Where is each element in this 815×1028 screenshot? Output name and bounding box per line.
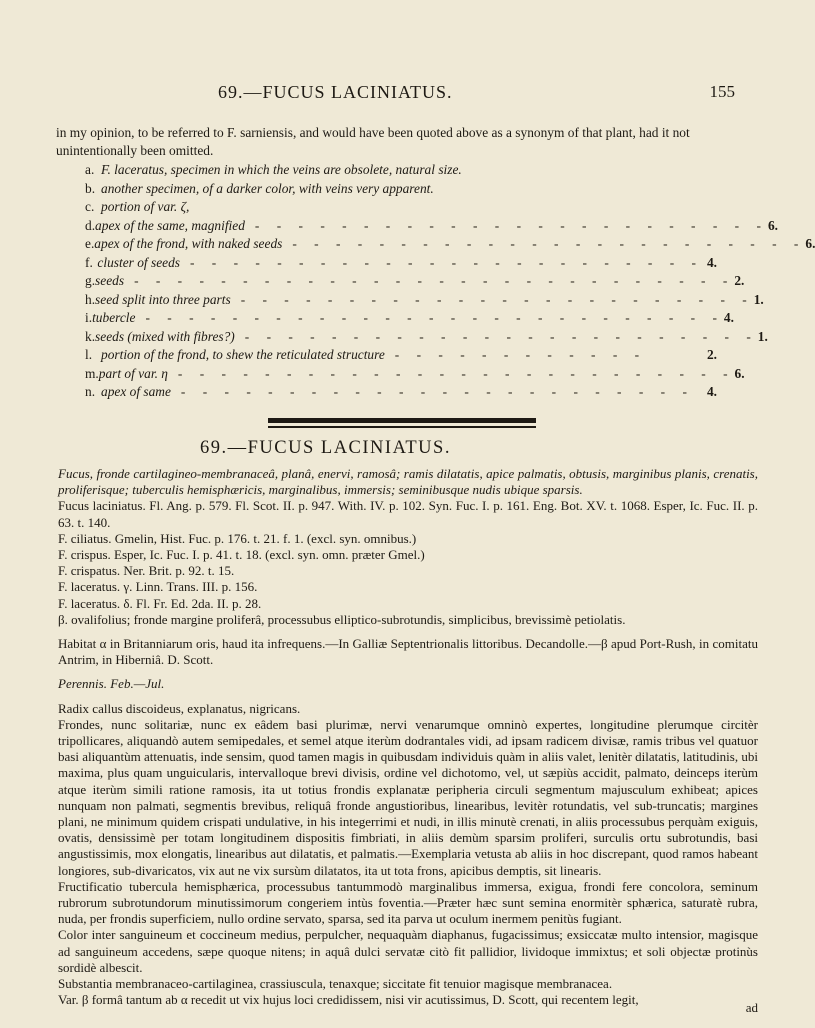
double-rule-thin xyxy=(268,426,536,428)
plate-row: c. portion of var. ζ, xyxy=(85,199,190,214)
plate-row: h. seed split into three parts - - - - - - - - - - - - - - - - - - - - - - - - 1. xyxy=(85,291,764,307)
species-text xyxy=(58,466,758,1009)
double-rule-thick xyxy=(268,418,536,423)
plate-row: d. apex of the same, magnified - - - - - - - - - - - - - - - - - - - - - - - - 6. xyxy=(85,217,778,233)
plate-row: k. seeds (mixed with fibres?) - - - - - - - - - - - - - - - - - - - - - - - - 1. xyxy=(85,328,768,344)
intro-paragraph: in my opinion, to be referred to F. sarniensis, and would have been quoted above as a synonym of that plant, had it not unintentionally been omitted. xyxy=(56,125,690,158)
synonym-line: F. crispus. Esper, Ic. Fuc. I. p. 41. t. 18. (excl. syn. omn. præter Gmel.) xyxy=(58,547,425,563)
synonym-line: F. ciliatus. Gmelin, Hist. Fuc. p. 176. t. 21. f. 1. (excl. syn. omnibus.) xyxy=(58,530,417,546)
plate-explanation-list xyxy=(85,162,815,403)
section-title: 69.—FUCUS LACINIATUS. xyxy=(200,438,451,458)
catchword: ad xyxy=(745,1000,758,1015)
color: Color inter sanguineum et coccineum medius, perpulcher, nequaquàm diaphanus, fugacissimus; exsiccatæ multo intensior, magisque ad sanguineum accedens, sæpe quoque nitens; in aquâ dulci servatæ citò fit pallidior, lividoque immixtus; et soli objectæ protinùs sordidè albescit. xyxy=(58,927,758,975)
plate-row: i. tubercle - - - - - - - - - - - - - - - - - - - - - - - - - - - 4. xyxy=(85,310,734,325)
plate-row: l. portion of the frond, to shew the reticulated structure - - - - - - - - - - - - 2. xyxy=(85,347,717,362)
synonym-line: F. laceratus. δ. Fl. Fr. Ed. 2da. II. p. 28. xyxy=(58,595,262,611)
frondes: Frondes, nunc solitariæ, nunc ex eâdem basi plurimæ, nervi venarumque omninò expertes, longitudine plerumque circitèr tripollicares, aliquandò autem semipedales, et semel atque iterùm dodrantales vidi, ad ipsam radicem divisæ, ramis tribus vel quatuor basi aliquantùm attenuatis, inde sensim, quod tamen magis in quibusdam individuis quàm in aliis valet, lenitèr dilatatis, latitudinis, ubi maxima, plus quam unguicularis, intervalloque brevi divisis, ordine vel dichotomo, vel, ut sæpiùs accidit, palmato, deinceps iterùm atque iterùm simili ratione ramosis, ita ut totius frondis explanatæ peripheria circuli segmentum majusculum exhibeat; apices nunquam non palmati, segmentis brevibus, reliquâ fronde angustioribus, linearibus, levitèr rotundatis, vel sub-truncatis; margines plani, ne minimum quidem crispati undulative, in his integerrimi et nudi, in illis minutè crenati, in aliis processubus perquàm exiguis, ovatis, densissimè per totam longitudinem dispositis fimbriati, in aliis demùm sparsim proliferi, surculis ortu subrotundis, basi angustissimis, mox elongatis, linearibus aut dilatatis, et palmatis.—Exemplaria vetusta ab aliis in hoc discrepant, quod ramos habeant longiores, sub-divaricatos, vix aut ne vix sursùm dilatatos, ita ut tota frons, apicibus demptis, sit linearis. xyxy=(58,716,758,878)
substantia: Substantia membranaceo-cartilaginea, crassiuscula, tenaxque; siccitate fit tenuior magisque membranacea. xyxy=(58,976,613,992)
page-number: 155 xyxy=(709,82,735,101)
plate-row: m. part of var. η - - - - - - - - - - - - - - - - - - - - - - - - - - 6. xyxy=(85,365,745,381)
plate-row: b. another specimen, of a darker color, with veins very apparent. xyxy=(85,180,434,196)
synonym-line: F. laceratus. γ. Linn. Trans. III. p. 156. xyxy=(58,579,258,595)
plate-row: e. apex of the frond, with naked seeds - - - - - - - - - - - - - - - - - - - - - - - - 6. xyxy=(85,236,815,251)
variety-note: Var. β formâ tantum ab α recedit ut vix hujus loci credidissem, nisi vir acutissimus, D. Scott, qui recentem legit, xyxy=(58,992,639,1008)
radix: Radix callus discoideus, explanatus, nigricans. xyxy=(58,700,301,716)
plate-row: n. apex of same - - - - - - - - - - - - - - - - - - - - - - - - 4. xyxy=(85,384,717,399)
plate-row: f. cluster of seeds - - - - - - - - - - - - - - - - - - - - - - - - 4. xyxy=(85,254,717,270)
plate-row: g. seeds - - - - - - - - - - - - - - - - - - - - - - - - - - - - 2. xyxy=(85,273,745,288)
fructificatio: Fructificatio tubercula hemisphærica, processubus tantummodò marginalibus immersa, exigua, frondi fere concolora, seminum rubrorum subrotundorum minutissimorum congeriem intùs foventia.—Præter hæc sunt semina enormitèr sphærica, saturatè rubra, nuda, per frondis superficiem, nullo ordine servato, sparsa, sed ita parva ut oculum inermem penitùs fugiant. xyxy=(58,878,758,927)
habitat: Habitat α in Britanniarum oris, haud ita infrequens.—In Galliæ Septentrionalis littoribus. Decandolle.—β apud Port-Rush, in comitatu Antrim, in Hiberniâ. D. Scott. xyxy=(58,636,758,668)
running-title: 69.—FUCUS LACINIATUS. xyxy=(218,82,453,102)
synonym-line: F. crispatus. Ner. Brit. p. 92. t. 15. xyxy=(58,563,235,579)
diagnosis: Fucus, fronde cartilagineo-membranaceâ, planâ, enervi, ramosâ; ramis dilatatis, apice palmatis, obtusis, marginibus planis, crenatis, proliferisque; tuberculis hemisphæricis, marginalibus, immersis; seminibusque nudis ubique sparsis. xyxy=(58,466,758,498)
running-header xyxy=(0,82,800,106)
synonym-line: Fucus laciniatus. Fl. Ang. p. 579. Fl. Scot. II. p. 947. With. IV. p. 102. Syn. Fuc. I. p. 161. Eng. Bot. XV. t. 1068. Esper, Ic. Fuc. II. p. 63. t. 140. xyxy=(58,498,758,530)
variety-beta: β. ovalifolius; fronde margine proliferâ, processubus elliptico-subrotundis, simplicibus, brevissimè petiolatis. xyxy=(58,611,626,627)
plate-row: a. F. laceratus, specimen in which the veins are obsolete, natural size. xyxy=(85,162,462,177)
perennis: Perennis. Feb.—Jul. xyxy=(58,676,165,692)
